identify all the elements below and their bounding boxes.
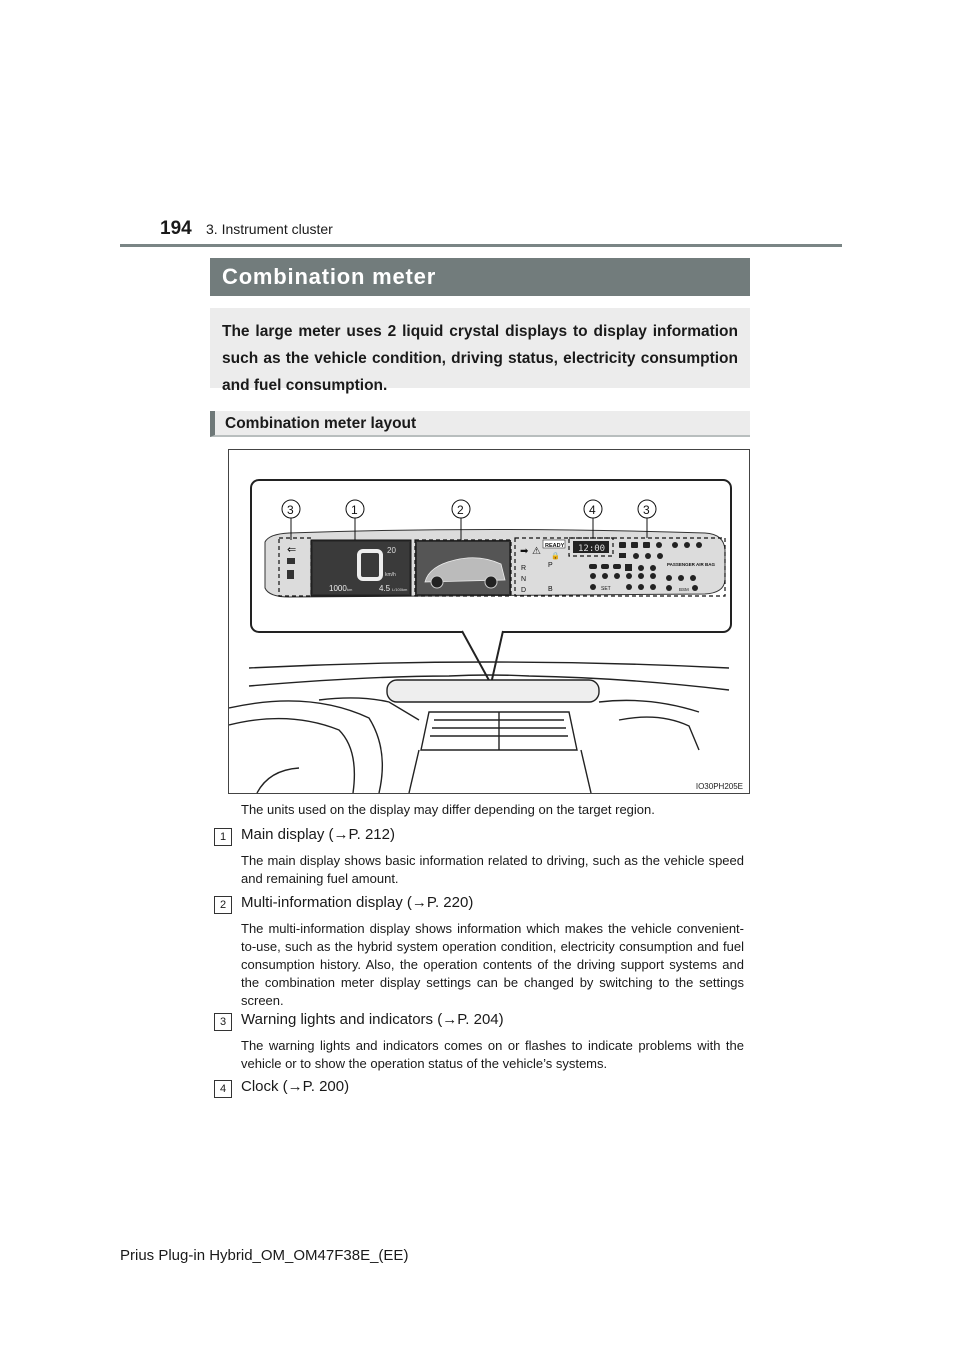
item-heading-multi-information-display: Multi-information display (→P. 220) bbox=[241, 894, 474, 911]
page-number: 194 bbox=[160, 218, 192, 239]
svg-text:4: 4 bbox=[589, 503, 596, 517]
combination-meter-illustration bbox=[228, 449, 750, 794]
gear-b-label: B bbox=[548, 586, 553, 593]
item-marker-4: 4 bbox=[214, 1080, 232, 1098]
units-note: The units used on the display may differ depending on the target region. bbox=[241, 802, 655, 817]
ready-indicator: READY bbox=[545, 543, 565, 549]
odometer-unit: km bbox=[347, 587, 353, 592]
passenger-airbag-label: PASSENGER AIR BAG bbox=[667, 562, 716, 567]
lock-icon: 🔒 bbox=[551, 553, 560, 560]
gear-n-label: N bbox=[521, 576, 527, 583]
warning-triangle-icon: ⚠ bbox=[532, 546, 541, 557]
intro-text: The large meter uses 2 liquid crystal displays to display information such as the vehicle condition, driving status, electricity consumption and fuel consumption. bbox=[210, 308, 750, 388]
item-marker-3: 3 bbox=[214, 1013, 232, 1031]
clock-readout: 12:00 bbox=[578, 544, 606, 554]
svg-text:2: 2 bbox=[457, 503, 464, 517]
dashboard-drawing bbox=[229, 662, 729, 793]
footer-document-id: Prius Plug-in Hybrid_OM_OM47F38E_(EE) bbox=[120, 1247, 409, 1264]
consumption-readout: 4.5 bbox=[379, 584, 391, 593]
fuel-icon bbox=[287, 570, 294, 579]
svg-text:3: 3 bbox=[287, 503, 294, 517]
item-marker-2: 2 bbox=[214, 896, 232, 914]
right-arrow-icon: ➡ bbox=[520, 546, 529, 557]
section-heading: Combination meter layout bbox=[210, 411, 750, 437]
temperature-readout: 20 bbox=[387, 546, 396, 555]
item-body-multi-information-display: The multi-information display shows information which makes the vehicle convenient-to-use, such as the hybrid system operation condition, electricity consumption and fuel consumption history. Also, the operation contents of the driving support systems and the combination meter display settings can be changed by switching to the settings screen. bbox=[241, 921, 744, 1008]
left-arrow-icon: ⇐ bbox=[287, 544, 297, 556]
svg-text:3: 3 bbox=[643, 503, 650, 517]
header-rule bbox=[120, 244, 842, 247]
bsm-label: BSM bbox=[679, 587, 689, 592]
chapter-title: 3. Instrument cluster bbox=[206, 221, 333, 237]
set-label: SET bbox=[601, 586, 611, 592]
item-heading-main-display: Main display (→P. 212) bbox=[241, 826, 395, 843]
gear-d-label: D bbox=[521, 587, 527, 594]
item-body-main-display: The main display shows basic information related to driving, such as the vehicle speed and remaining fuel amount. bbox=[241, 853, 744, 886]
light-indicator-icon bbox=[287, 558, 295, 564]
item-heading-clock: Clock (→P. 200) bbox=[241, 1078, 350, 1095]
item-body-warning-lights: The warning lights and indicators comes on or flashes to indicate problems with the vehicle or to show the operation status of the vehicle’s systems. bbox=[241, 1038, 744, 1071]
svg-text:1: 1 bbox=[351, 503, 358, 517]
item-marker-1: 1 bbox=[214, 828, 232, 846]
gear-r-label: R bbox=[521, 565, 527, 572]
speed-readout: 0 bbox=[365, 577, 366, 578]
consumption-unit: L/100km bbox=[392, 587, 408, 592]
speed-unit: km/h bbox=[385, 572, 396, 578]
figure-code: IO30PH205E bbox=[695, 782, 743, 791]
odometer-readout: 1000 bbox=[329, 584, 347, 593]
gear-p-label: P bbox=[548, 562, 553, 569]
page-title: Combination meter bbox=[210, 258, 750, 296]
item-heading-warning-lights: Warning lights and indicators (→P. 204) bbox=[241, 1011, 504, 1028]
